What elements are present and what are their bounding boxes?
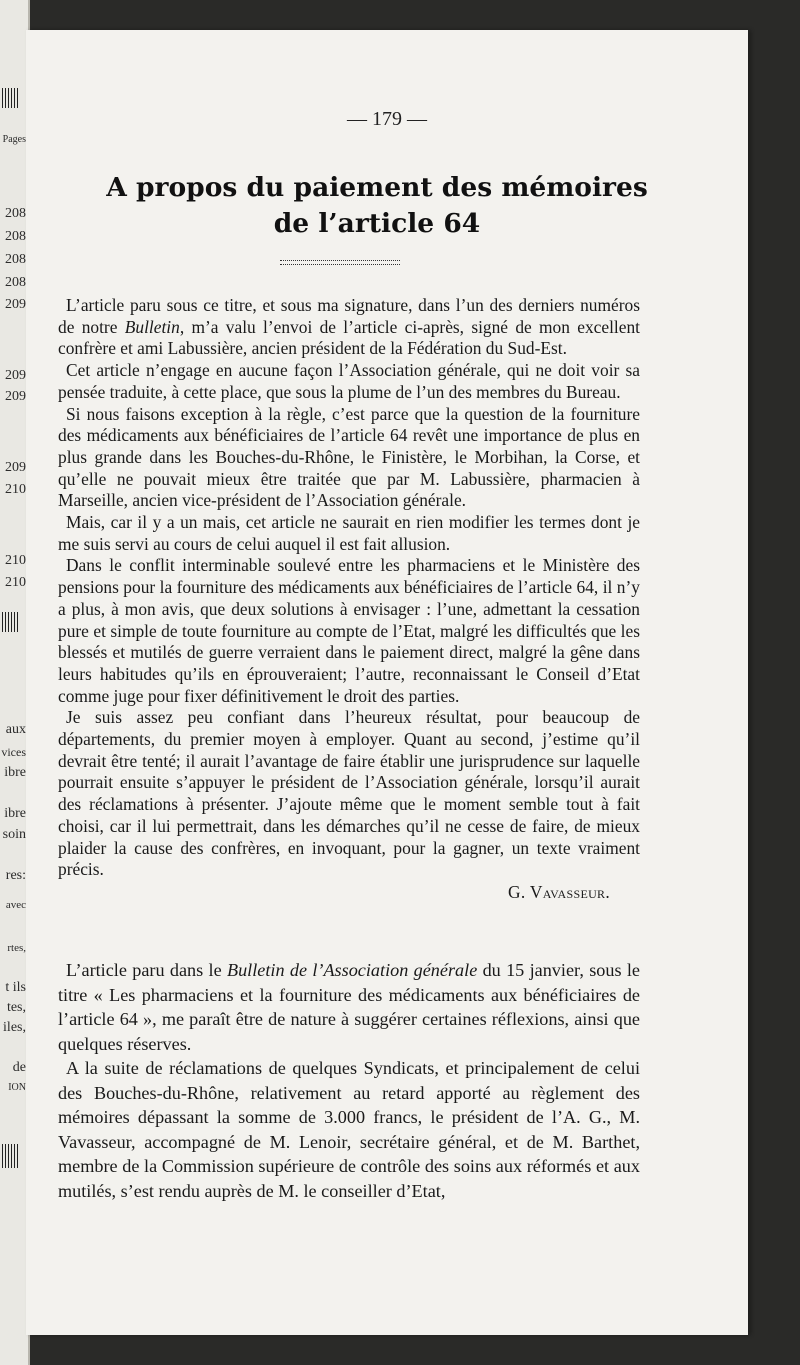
author-signature: G. Vavasseur. <box>508 881 610 902</box>
paragraph: L’article paru dans le Bulletin de l’Association générale du 15 janvier, sous le titre « Les pharmaciens et la fourniture des médicaments aux bénéficiaires de l’article 64 », me paraît être de nature à suggérer certaines réflexions, ainsi que quelques réserves. <box>58 960 640 1054</box>
margin-fragment: ION <box>8 1082 26 1093</box>
margin-fragment: 208 <box>5 229 26 244</box>
margin-fragment: vices <box>1 745 26 759</box>
binding-mark <box>2 88 20 108</box>
margin-fragment: 209 <box>5 368 26 383</box>
title-divider <box>280 260 400 265</box>
document-page <box>26 30 748 1335</box>
margin-fragment: 210 <box>5 575 26 590</box>
article-body <box>58 958 640 1203</box>
binding-mark <box>2 612 20 632</box>
margin-fragment: 208 <box>5 252 26 267</box>
article-title <box>56 170 698 242</box>
margin-fragment: tes, <box>6 1000 26 1015</box>
margin-fragment: ibre <box>4 765 26 780</box>
editorial-note <box>58 295 640 904</box>
article-title-line-2: de l’article 64 <box>273 208 481 239</box>
margin-fragment: de <box>12 1060 26 1075</box>
paragraph: Si nous faisons exception à la règle, c’est parce que la question de la fourniture des médicaments aux bénéficiaires de l’article 64 revêt une importance de plus en plus grande dans les Bouches-du-Rhône, le Finistère, le Morbihan, la Corse, et qu’elle ne pouvait mieux être traitée que par M. Labussière, pharmacien à Marseille, ancien vice-président de l’Association générale. <box>58 403 640 511</box>
margin-fragment: rtes, <box>7 942 26 954</box>
margin-fragment: ibre <box>4 806 26 821</box>
article-title-line-1: A propos du paiement des mémoires <box>106 172 648 203</box>
margin-fragment: 210 <box>5 482 26 497</box>
margin-fragment: 209 <box>5 460 26 475</box>
binding-mark <box>2 1144 20 1168</box>
page-number: — 179 — <box>347 108 427 130</box>
paragraph: Cet article n’engage en aucune façon l’Association générale, qui ne doit voir sa pensée traduite, à cette place, que sous la plume de l’un des membres du Bureau. <box>58 360 640 402</box>
margin-fragment: avec <box>5 899 26 911</box>
margin-fragment: res: <box>5 868 26 883</box>
margin-fragment: 210 <box>5 553 26 568</box>
paragraph: Je suis assez peu confiant dans l’heureux résultat, pour beaucoup de départements, du premier moyen à employer. Quant au second, j’estime qu’il devrait être tenté; il aurait l’avantage de faire établir une jurisprudence sur laquelle pourrait ensuite s’appuyer le président de l’Association générale, lorsqu’il aurait des réclamations à présenter. J’ajoute même que le moment semble tout à fait choisi, car il lui permettrait, dans les démarches qu’il ne cesse de faire, de mieux plaider la cause des confrères, en invoquant, pour la gagner, un texte vraiment précis. <box>58 707 640 880</box>
margin-fragment: t ils <box>5 980 26 995</box>
margin-fragment: aux <box>5 722 26 737</box>
margin-fragment: 209 <box>5 389 26 404</box>
paragraph: Dans le conflit interminable soulevé entre les pharmaciens et le Ministère des pensions pour la fourniture des médicaments aux bénéficiaires de l’article 64, il n’y a plus, à mon avis, que deux solutions à envisager : l’une, admettant la cessation pure et simple de toute fourniture au compte de l’Etat, malgré les difficultés que les blessés et mutilés de guerre verraient dans le paiement direct, malgré la gêne dans leurs habitudes qu’ils en éprouveraient; l’autre, reconnaissant le Conseil d’Etat comme juge pour fixer définitivement le droit des parties. <box>58 555 640 706</box>
paragraph: A la suite de réclamations de quelques Syndicats, et principalement de celui des Bouches-du-Rhône, relativement au retard apporté au règlement des mémoires dépassant la somme de 3.000 francs, le président de l’A. G., M. Vavasseur, accompagné de M. Lenoir, secrétaire général, et de M. Barthet, membre de la Commission supérieure de contrôle des soins aux réformés et aux mutilés, s’est rendu auprès de M. le conseiller d’Etat, <box>58 1058 640 1201</box>
margin-fragment: iles, <box>3 1020 26 1035</box>
margin-fragment: 208 <box>5 275 26 290</box>
margin-fragment: soin <box>2 827 26 842</box>
margin-fragment: Pages <box>2 134 26 145</box>
paragraph: L’article paru sous ce titre, et sous ma signature, dans l’un des derniers numéros de notre Bulletin, m’a valu l’envoi de l’article ci-après, signé de mon excellent confrère et ami Labussière, ancien président de la Fédération du Sud-Est. <box>58 295 641 359</box>
margin-fragment: 208 <box>5 206 26 221</box>
paragraph: Mais, car il y a un mais, cet article ne saurait en rien modifier les termes dont je me suis servi au cours de celui auquel il est fait allusion. <box>58 512 640 554</box>
margin-fragment: 209 <box>5 297 26 312</box>
